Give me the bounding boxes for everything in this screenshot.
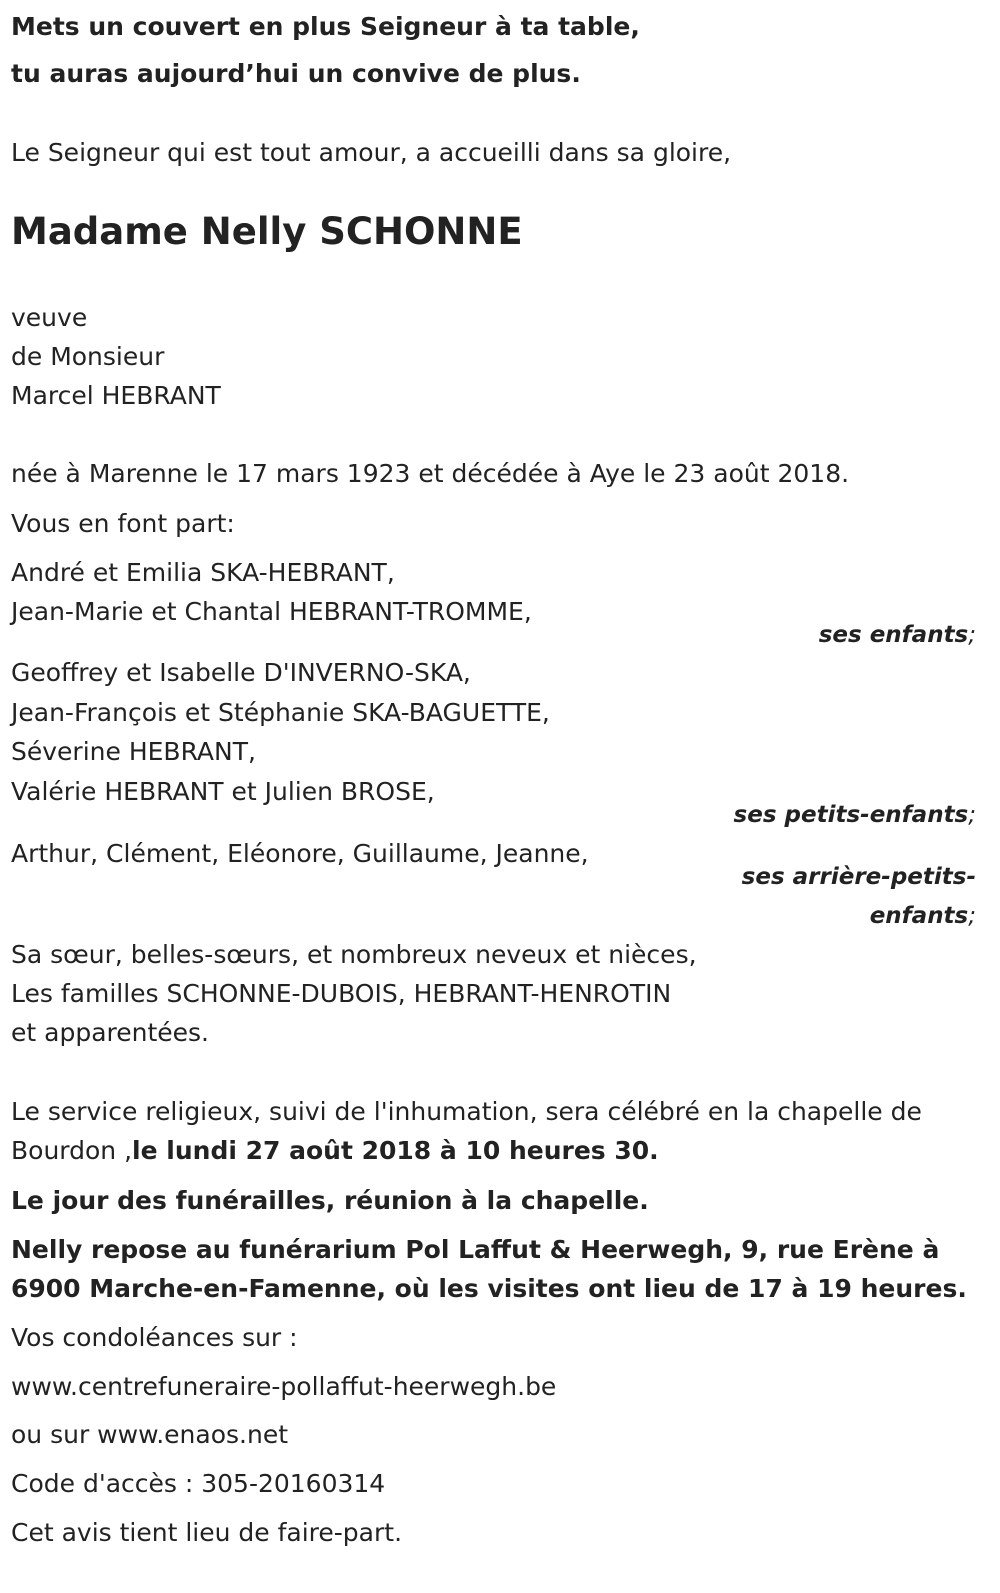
service-date-time: le lundi 27 août 2018 à 10 heures 30. [132, 1136, 659, 1165]
closing-text: Cet avis tient lieu de faire-part. [11, 1518, 403, 1547]
grandchildren-entry: Geoffrey et Isabelle D'INVERNO-SKA, [11, 658, 471, 687]
spouse-line: veuve [11, 303, 88, 332]
repose-line-2: 6900 Marche-en-Famenne, où les visites ont lieu de 17 à 19 heures. [11, 1274, 967, 1303]
deceased-name: Madame Nelly SCHONNE [11, 210, 523, 253]
website-link-1[interactable]: www.centrefuneraire-pollaffut-heerwegh.be [11, 1372, 557, 1401]
great-grandchildren-label-1: ses arrière-petits- [741, 864, 976, 890]
grandchildren-entry: Valérie HEBRANT et Julien BROSE, [11, 777, 435, 806]
reunion-text: Le jour des funérailles, réunion à la chapelle. [11, 1186, 649, 1215]
family-line: Les familles SCHONNE-DUBOIS, HEBRANT-HENROTIN [11, 979, 672, 1008]
children-entry: Jean-Marie et Chantal HEBRANT-TROMME, [11, 597, 532, 626]
family-line: Sa sœur, belles-sœurs, et nombreux neveux et nièces, [11, 940, 697, 969]
spouse-line: Marcel HEBRANT [11, 381, 221, 410]
condolences-text: Vos condoléances sur : [11, 1323, 298, 1352]
website-link-2[interactable]: ou sur www.enaos.net [11, 1420, 289, 1449]
service-line-1: Le service religieux, suivi de l'inhumation, sera célébré en la chapelle de [11, 1097, 922, 1126]
family-line: et apparentées. [11, 1018, 209, 1047]
access-code: Code d'accès : 305-20160314 [11, 1469, 386, 1498]
children-label: ses enfants; [818, 622, 976, 648]
spouse-line: de Monsieur [11, 342, 165, 371]
intro-line-1: Mets un couvert en plus Seigneur à ta table, [11, 12, 640, 41]
welcome-text: Le Seigneur qui est tout amour, a accueilli dans sa gloire, [11, 138, 732, 167]
grandchildren-label: ses petits-enfants; [733, 802, 976, 828]
service-line-2: Bourdon ,le lundi 27 août 2018 à 10 heures 30. [11, 1136, 659, 1165]
grandchildren-entry: Séverine HEBRANT, [11, 737, 256, 766]
great-grandchildren-label-2: enfants; [869, 903, 976, 929]
great-grandchildren-entry: Arthur, Clément, Eléonore, Guillaume, Jeanne, [11, 839, 589, 868]
announce-text: Vous en font part: [11, 509, 235, 538]
intro-line-2: tu auras aujourd’hui un convive de plus. [11, 59, 581, 88]
grandchildren-entry: Jean-François et Stéphanie SKA-BAGUETTE, [11, 698, 550, 727]
children-entry: André et Emilia SKA-HEBRANT, [11, 558, 395, 587]
birth-death-dates: née à Marenne le 17 mars 1923 et décédée à Aye le 23 août 2018. [11, 459, 850, 488]
repose-line-1: Nelly repose au funérarium Pol Laffut & Heerwegh, 9, rue Erène à [11, 1235, 940, 1264]
